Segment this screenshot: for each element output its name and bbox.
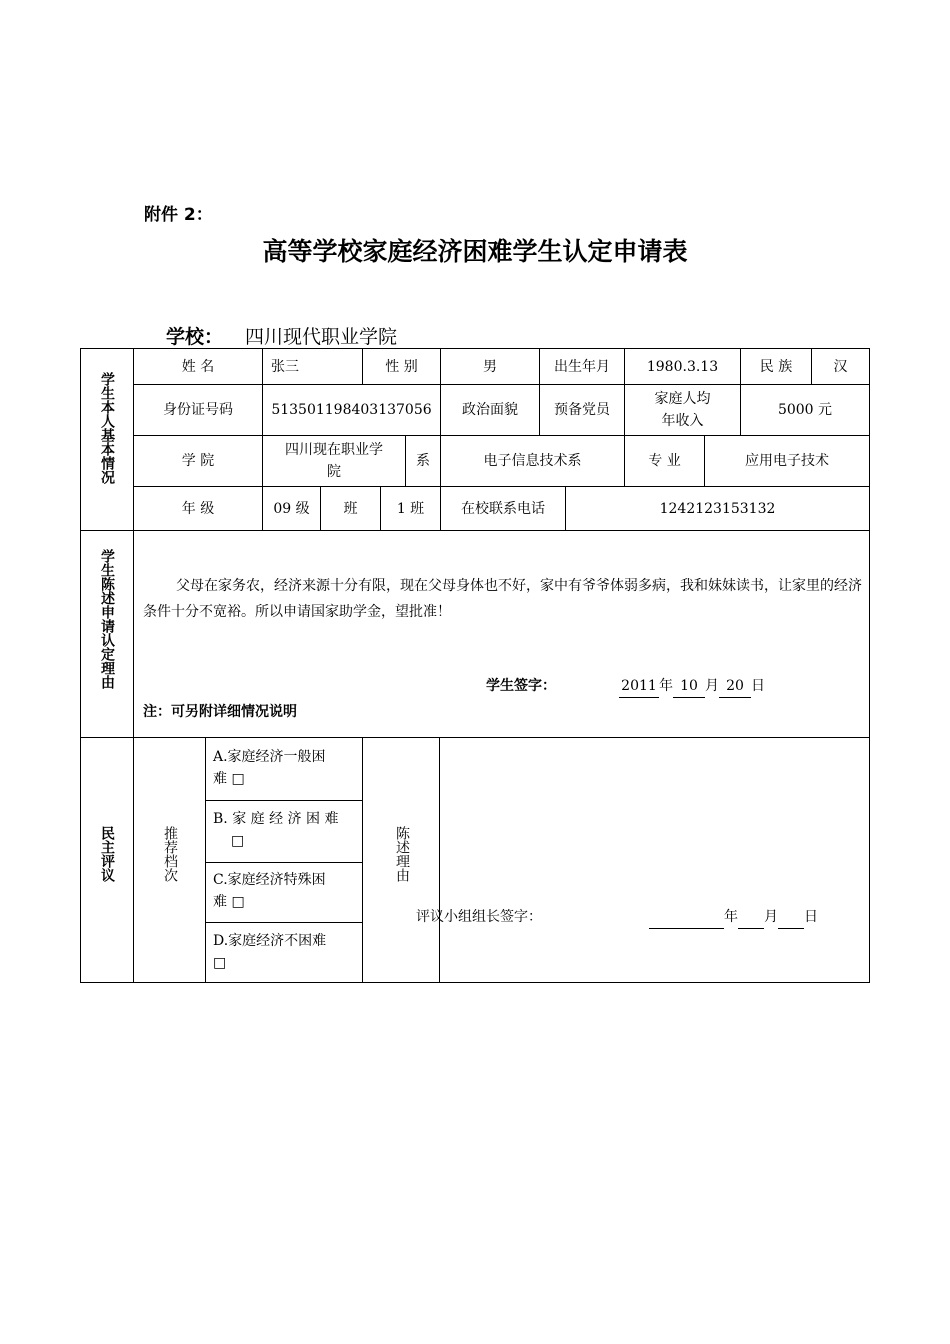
id-label: 身份证号码 [163,402,233,418]
gender-value: 男 [483,358,497,375]
review-year-unit: 年 [724,909,738,925]
option-b-line1: B. 家 庭 经 济 困 难 [213,811,339,827]
section-statement-title: 学生陈述申请认定理由 [99,549,115,689]
attachment-label: 附件 2： [144,205,213,225]
option-d-line1: D.家庭经济不困难 [213,933,327,949]
phone-label: 在校联系电话 [461,500,545,517]
option-c-line2[interactable]: 难 □ [213,894,245,910]
statement-date [619,675,765,698]
option-b-line2[interactable]: □ [231,833,245,849]
statement-month: 10 [673,675,705,698]
statement-text: 父母在家务农，经济来源十分有限，现在父母身体也不好，家中有爷爷体弱多病，我和妹妹读书，让家里的经济条件十分不宽裕。所以申请国家助学金，望批准！ [143,578,862,620]
college-label: 学 院 [181,453,215,469]
college-value [263,436,405,486]
leader-sign-label: 评议小组组长签字： [416,909,542,925]
review-month-unit: 月 [764,909,778,925]
option-a-line1: A.家庭经济一般困 [213,749,326,765]
recommend-label: 推荐档次 [162,826,178,882]
option-d [213,930,357,974]
income-value: 5000 元 [777,402,833,418]
review-day-unit: 日 [804,909,818,925]
grade-label: 年 级 [181,500,215,517]
option-c [213,869,357,913]
form-title: 高等学校家庭经济困难学生认定申请表 [262,237,688,266]
income-label [625,385,740,435]
option-a-line2[interactable]: 难 □ [213,771,245,787]
dept-value: 电子信息技术系 [483,453,582,469]
reason-label: 陈述理由 [394,826,410,882]
year-unit: 年 [659,678,673,694]
section-review-title: 民主评议 [99,826,115,882]
day-unit: 日 [751,678,765,694]
class-value: 1 班 [396,500,425,517]
option-a [213,746,357,790]
option-c-line1: C.家庭经济特殊困 [213,872,326,888]
school-label: 学校： [166,326,224,348]
class-label: 班 [343,500,358,517]
school-name: 四川现代职业学院 [223,326,525,349]
birth-label: 出生年月 [554,358,610,375]
major-value: 应用电子技术 [745,453,829,469]
income-label-line1: 家庭人均 [654,391,711,407]
statement-note: 注：可另附详细情况说明 [143,704,297,720]
dept-label: 系 [416,453,430,469]
statement-day: 20 [719,675,751,698]
option-d-line2[interactable]: □ [213,955,227,971]
section-basic-info-title: 学生本人基本情况 [99,372,115,484]
ethnicity-label: 民 族 [759,358,793,375]
gender-label: 性 别 [385,358,418,375]
review-date [649,906,818,929]
major-label: 专 业 [648,453,681,469]
name-value: 张三 [271,358,299,375]
name-label: 姓 名 [181,358,215,375]
option-b [213,808,357,852]
politics-value: 预备党员 [554,402,610,418]
grade-value: 09 级 [273,500,310,517]
ethnicity-value: 汉 [833,358,848,375]
student-sign-label: 学生签字： [486,678,556,694]
phone-value: 1242123153132 [659,500,776,517]
income-label-line2: 年收入 [661,413,704,429]
month-unit: 月 [705,678,719,694]
college-value-line2: 院 [327,464,341,480]
id-value: 513501198403137056 [271,402,432,418]
statement-year: 2011 [619,675,659,698]
birth-value: 1980.3.13 [646,358,719,375]
college-value-line1: 四川现在职业学 [285,442,383,458]
politics-label: 政治面貌 [462,402,518,418]
school-line [166,322,525,349]
